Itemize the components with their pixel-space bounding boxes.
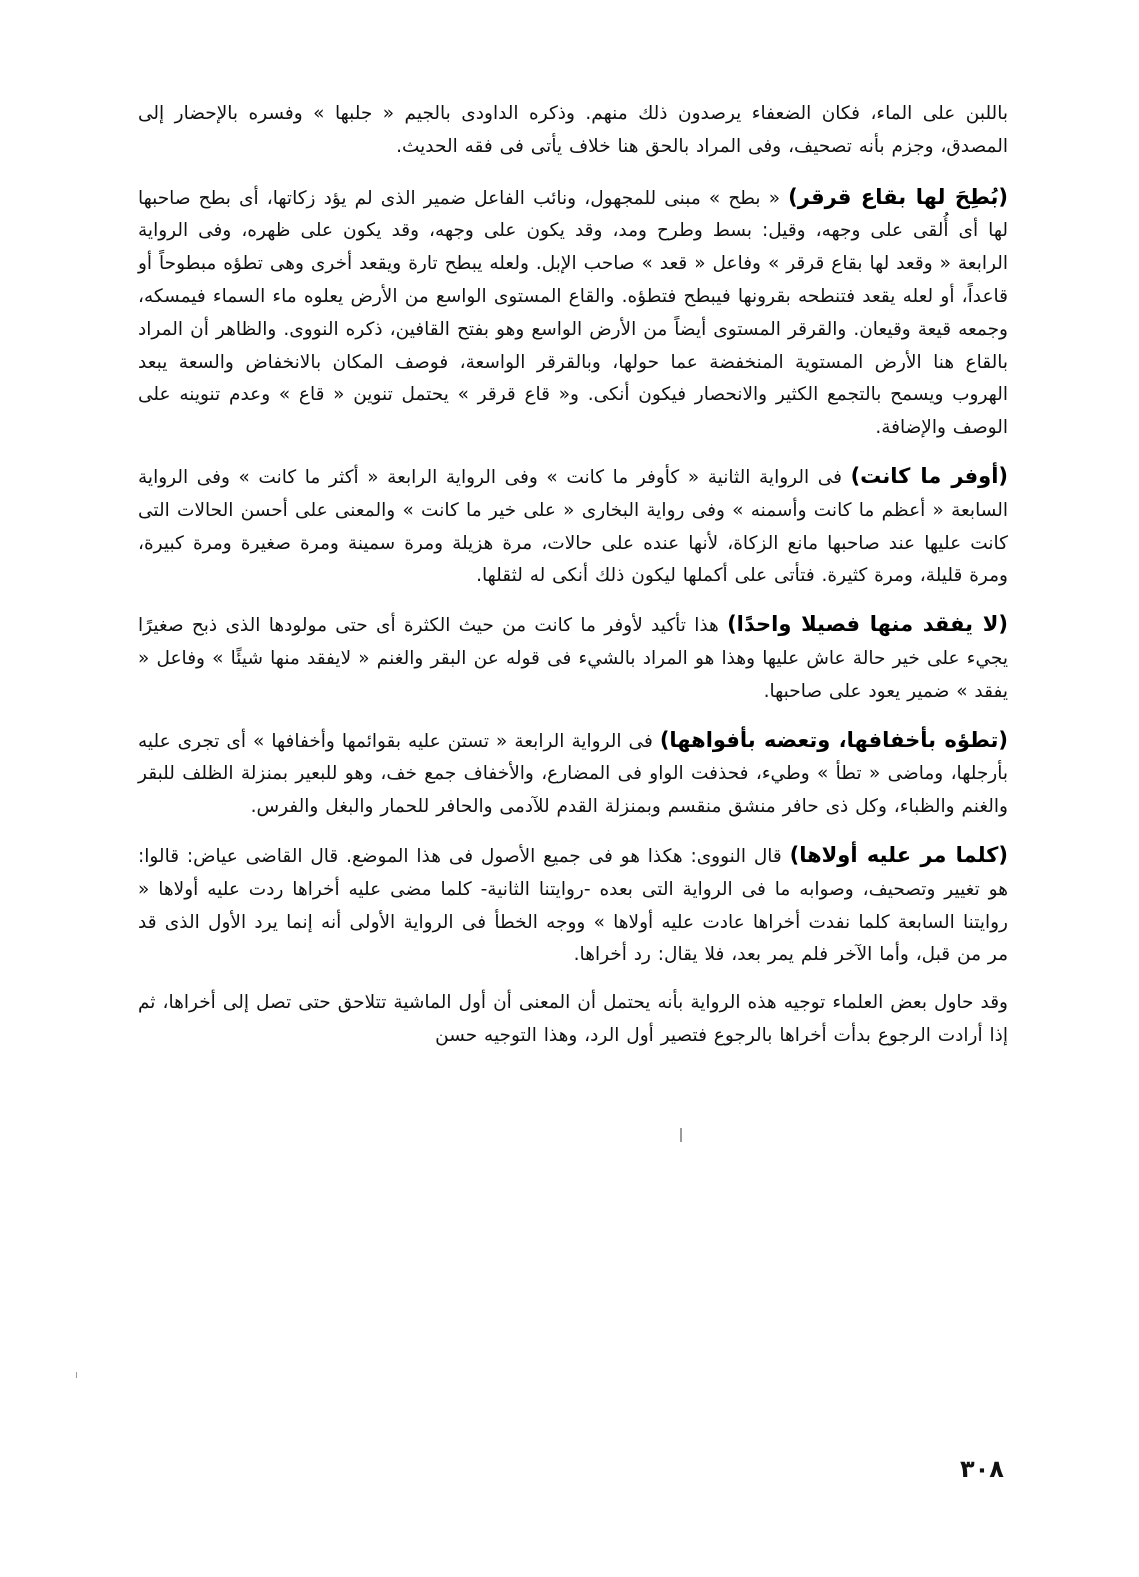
paragraph-text: فى الرواية الرابعة « تستن عليه بقوائمها وأخفافها » أى تجرى عليه بأرجلها، وماضى « تطأ » وطيء، فحذفت الواو فى المضارع، والأخفاف جمع خف، وهو للبعير بمنزلة الظلف للبقر والغنم والظباء، وكل ذى حافر منشق منقسم وبمنزلة القدم للآدمى والحافر للحمار والبغل والفرس. bbox=[138, 730, 1008, 818]
paragraph-heading: (كلما مر عليه أولاها) bbox=[789, 842, 1008, 867]
paragraph-2 bbox=[138, 181, 1008, 445]
paragraph-1 bbox=[138, 98, 1008, 164]
paragraph-text: باللبن على الماء، فكان الضعفاء يرصدون ذلك منهم. وذكره الداودى بالجيم « جلبها » وفسره بالإحضار إلى المصدق، وجزم بأنه تصحيف، وفى المراد بالحق هنا خلاف يأتى فى فقه الحديث. bbox=[138, 103, 1008, 157]
paragraph-text: هذا تأكيد لأوفر ما كانت من حيث الكثرة أى حتى مولودها الذى ذبح صغيرًا يجيء على خير حالة عاش عليها وهذا هو المراد بالشيء فى قوله عن البقر والغنم « لايفقد منها شيئًا » وفاعل « يفقد » ضمير يعود على صاحبها. bbox=[138, 615, 1008, 702]
paragraph-3 bbox=[138, 460, 1008, 593]
paragraph-heading: (لا يفقد منها فصيلا واحدًا) bbox=[727, 612, 1008, 637]
page-body bbox=[138, 98, 1008, 1068]
paragraph-heading: (بُطِحَ لها بقاع قرقر) bbox=[788, 184, 1008, 209]
paragraph-5 bbox=[138, 724, 1008, 824]
paragraph-4 bbox=[138, 608, 1008, 708]
paragraph-heading: (تطؤه بأخفافها، وتعضه بأفواهها) bbox=[659, 727, 1008, 752]
paragraph-heading: (أوفر ما كانت) bbox=[850, 463, 1008, 488]
paragraph-text: فى الرواية الثانية « كأوفر ما كانت » وفى الرواية الرابعة « أكثر ما كانت » وفى الرواية السابعة « أعظم ما كانت وأسمنه » وفى رواية البخارى « على خير ما كانت » والمعنى على أحسن الحالات التى كانت عليها عند صاحبها مانع الزكاة، لأنها عنده على حالات، مرة هزيلة ومرة سمينة ومرة صغيرة ومرة كبيرة، ومرة قليلة، ومرة كثيرة. فتأتى على أكملها ليكون ذلك أنكى له لثقلها. bbox=[138, 466, 1008, 587]
scan-artifact bbox=[680, 1128, 682, 1142]
page-number: ٣٠٨ bbox=[960, 1455, 1004, 1483]
scan-artifact bbox=[76, 1372, 77, 1378]
paragraph-text: « بطح » مبنى للمجهول، ونائب الفاعل ضمير الذى لم يؤد زكاتها، أى بطح صاحبها لها أى أُلقى على وجهه، وقيل: بسط وطرح ومد، وقد يكون على وجهه، وقد يكون على ظهره، وفى الرواية الرابعة « وقعد لها بقاع قرقر » وفاعل « قعد » صاحب الإبل. ولعله يبطح تارة ويقعد أخرى وهى تطؤه مبطوحاً أو قاعداً، أو لعله يقعد فتنطحه بقرونها فيبطح فتطؤه. والقاع المستوى الواسع من الأرض يعلوه ماء السماء فيمسكه، وجمعه قيعة وقيعان. والقرقر المستوى أيضاً من الأرض الواسع وهو بفتح القافين، ذكره النووى. والظاهر أن المراد بالقاع هنا الأرض المستوية المنخفضة عما حولها، وبالقرقر الواسعة، فوصف المكان بالانخفاض والسعة يبعد الهروب ويسمح بالتجمع الكثير والانحصار فيكون أنكى. و« قاع قرقر » يحتمل تنوين « قاع » وعدم تنوينه على الوصف والإضافة. bbox=[138, 187, 1008, 439]
paragraph-text: وقد حاول بعض العلماء توجيه هذه الرواية بأنه يحتمل أن المعنى أن أول الماشية تتلاحق حتى تصل إلى أخراها، ثم إذا أرادت الرجوع بدأت أخراها بالرجوع فتصير أول الرد، وهذا التوجيه حسن bbox=[138, 992, 1008, 1046]
paragraph-6 bbox=[138, 839, 1008, 972]
paragraph-7 bbox=[138, 987, 1008, 1053]
paragraph-text: قال النووى: هكذا هو فى جميع الأصول فى هذا الموضع. قال القاضى عياض: قالوا: هو تغيير وتصحيف، وصوابه ما فى الرواية التى بعده -روايتنا الثانية- كلما مضى عليه أخراها ردت عليه أولاها « روايتنا السابعة كلما نفدت أخراها عادت عليه أولاها » ووجه الخطأ فى الرواية الأولى أنه إنما يرد الأول الذى قد مر من قبل، وأما الآخر فلم يمر بعد، فلا يقال: رد أخراها. bbox=[138, 845, 1008, 966]
